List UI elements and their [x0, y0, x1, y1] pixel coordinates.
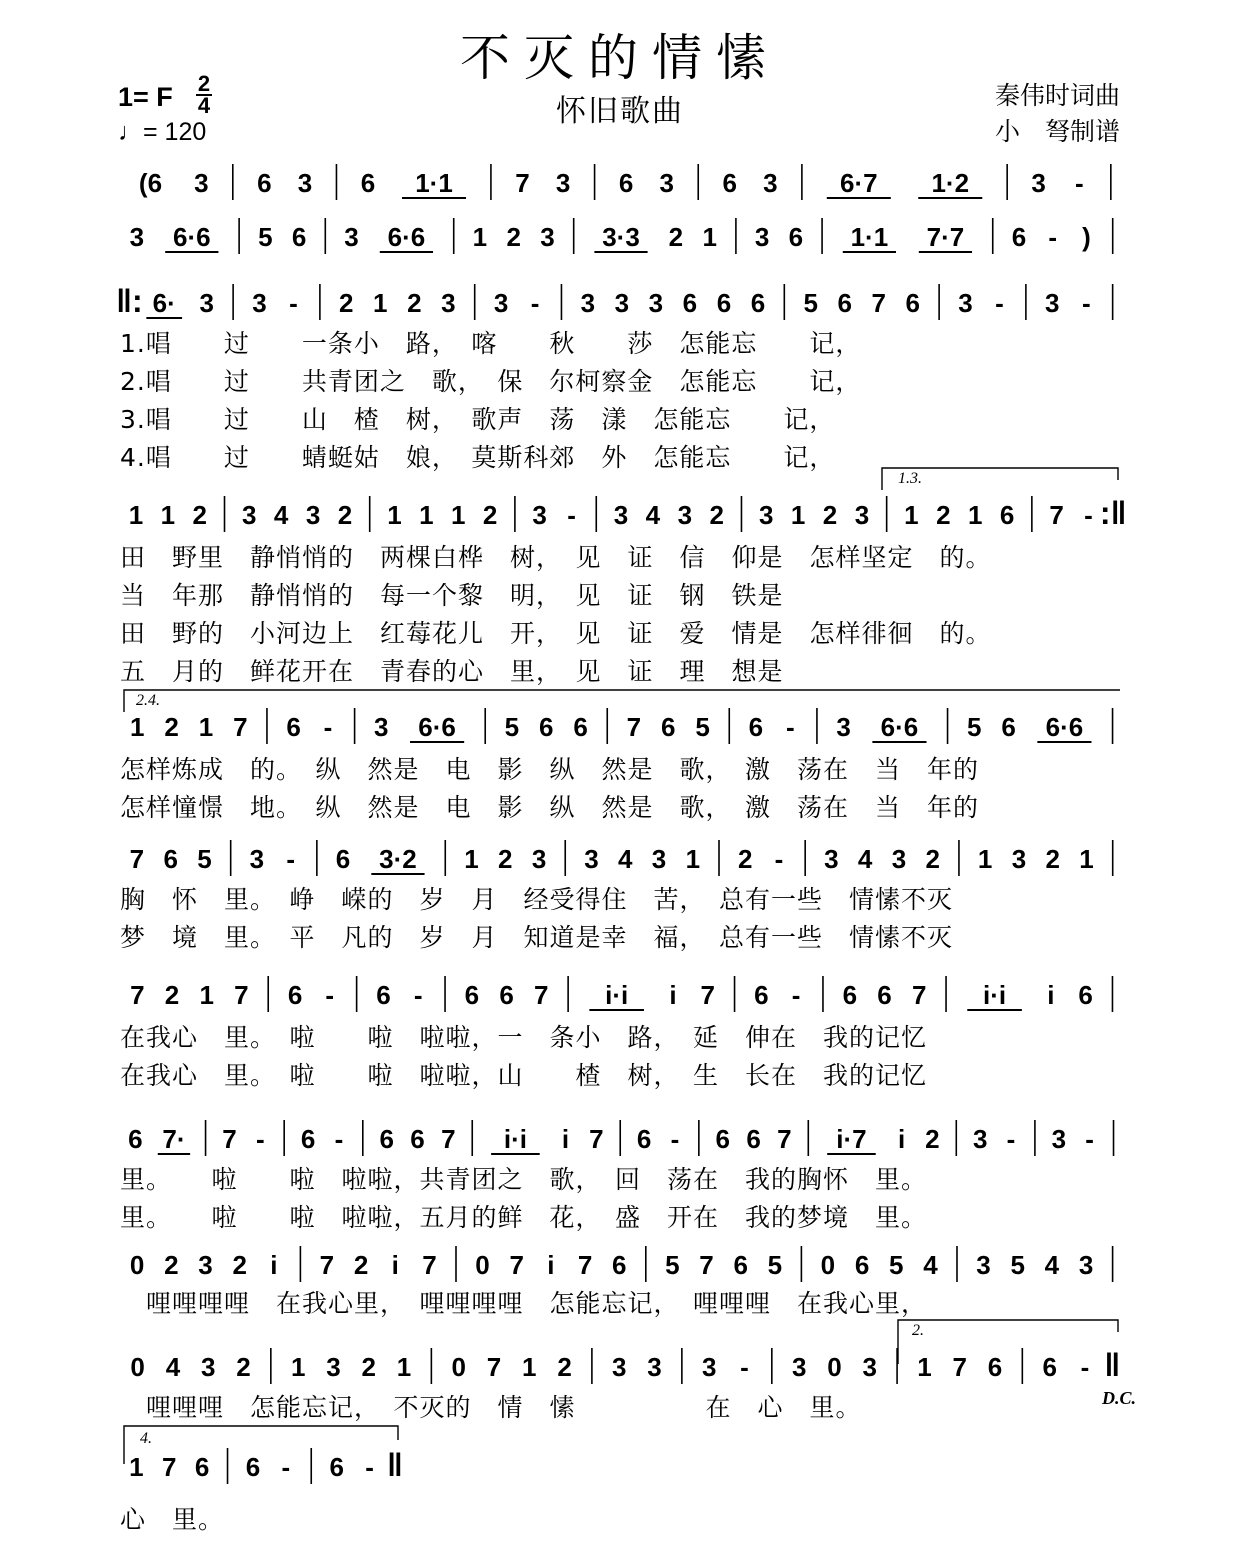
system-4-notes [0, 492, 1240, 538]
note-group: 5 [889, 1250, 904, 1280]
repeat-barline: ‖: [116, 283, 143, 319]
note-group: 1 [290, 1352, 306, 1382]
note-group: i·7 [836, 1124, 867, 1154]
note-group: 4 [923, 1250, 938, 1280]
note-group: 3 [1051, 1124, 1067, 1154]
note-group: 6 [999, 500, 1015, 530]
time-bottom: 4 [197, 93, 211, 118]
note-group: 3 [614, 288, 630, 318]
lyric-s6-v2: 梦 境 里。 平 凡的 岁 月 知道是幸 福， 总有一些 情愫不灭 [120, 923, 954, 952]
note-group: 7 [534, 980, 549, 1010]
note-group: 1 [917, 1352, 932, 1382]
lyric-s4-v3: 田 野的 小河边上 红莓花儿 开， 见 证 爱 情是 怎样徘徊 的。 [120, 619, 992, 648]
note-group: 7 [952, 1352, 967, 1382]
note-group: 3 [249, 844, 265, 874]
system-3-notes [0, 280, 1240, 326]
note-group: 7·7 [926, 222, 965, 252]
dc-mark: D.C. [1102, 1388, 1137, 1408]
note-group: 2 [557, 1352, 572, 1382]
note-group: 0 [130, 1352, 145, 1382]
note-group: 5 [197, 844, 212, 874]
note-group: - [1006, 1124, 1016, 1154]
note-group: 3 [493, 288, 509, 318]
note-group: 1 [977, 844, 993, 874]
note-group: 1 [396, 1352, 412, 1382]
note-group: 1 [1079, 844, 1094, 874]
note-group: 6 [636, 1124, 652, 1154]
note-group: 7· [162, 1124, 186, 1154]
note-group: 6 [877, 980, 892, 1010]
note-group: 6 [287, 980, 303, 1010]
system-2 [0, 214, 1240, 260]
note-group: 6·6 [173, 222, 211, 252]
note-group: 3 [1045, 288, 1060, 318]
note-group: 3 [648, 288, 664, 318]
note-group: 6 [837, 288, 852, 318]
note-group: - [365, 1452, 374, 1482]
note-group: 7 [911, 980, 927, 1010]
note-group: 0 [129, 1250, 145, 1280]
note-group: 3 [976, 1250, 991, 1280]
note-group: 3 [1011, 844, 1027, 874]
note-group: 1 [198, 712, 214, 742]
note-group: 6 [788, 222, 804, 252]
note-group: 6 [612, 1250, 627, 1280]
note-group: - [785, 712, 795, 742]
note-group: 2 [339, 288, 354, 318]
note-group: 5 [695, 712, 710, 742]
note-group: 6 [163, 844, 178, 874]
note-group: 3 [344, 222, 359, 252]
note-group: 6 [573, 712, 588, 742]
note-group: 3 [1031, 168, 1046, 198]
note-group: 1·2 [931, 168, 970, 198]
note-group: 7 [130, 980, 145, 1010]
note-group: 5 [258, 222, 273, 252]
system-9 [0, 1242, 1240, 1288]
note-group: 6 [360, 168, 376, 198]
system-3 [0, 280, 1240, 326]
system-6-notes [0, 836, 1240, 882]
repeat-barline: ‖ [387, 1447, 403, 1483]
lyric-s3-v2: 2.唱 过 共青团之 歌， 保 尔柯察金 怎能忘 记， [120, 367, 862, 396]
volta-2: 2. [912, 1322, 924, 1339]
note-group: 1 [419, 500, 434, 530]
note-group: - [255, 1124, 265, 1154]
note-group: 7 [319, 1250, 335, 1280]
note-group: 4 [273, 500, 289, 530]
note-group: 2 [925, 1124, 940, 1154]
system-2-notes [0, 214, 1240, 260]
note-group: 3 [200, 1352, 216, 1382]
note-group: 6 [716, 288, 732, 318]
song-title: 不灭的情愫 [460, 29, 780, 87]
note-group: 6 [499, 980, 514, 1010]
system-8-notes [0, 1116, 1240, 1162]
note-group: i [561, 1124, 570, 1154]
note-group: 6 [1078, 980, 1093, 1010]
note-group: 6 [746, 1124, 761, 1154]
tempo-mark: ♩= 120 [118, 118, 207, 146]
note-group: 1 [373, 288, 388, 318]
note-group: 2 [361, 1352, 376, 1382]
lyric-s7-v2: 在我心 里。 啦 啦 啦啦，山 楂 树， 生 长在 我的记忆 [120, 1061, 928, 1090]
lyric-s9-v1: 哩哩哩哩 在我心里， 哩哩哩哩 怎能忘记， 哩哩哩 在我心里， [120, 1289, 928, 1318]
note-group: 6 [291, 222, 307, 252]
note-group: - [413, 980, 423, 1010]
note-group: 6 [618, 168, 634, 198]
note-group: 3 [659, 168, 674, 198]
note-group: 3 [374, 712, 389, 742]
note-group: 6·7 [840, 168, 878, 198]
note-group: 6 [464, 980, 480, 1010]
note-group: 3 [580, 288, 596, 318]
note-group: 6 [410, 1124, 425, 1154]
note-group: 5 [767, 1250, 783, 1280]
note-group: 4 [645, 500, 661, 530]
note-group: 6 [286, 712, 301, 742]
note-group: 2 [737, 844, 753, 874]
note-group: 1 [387, 500, 402, 530]
note-group: 1 [199, 980, 214, 1010]
note-group: 7 [441, 1124, 456, 1154]
note-group: 6 [722, 168, 737, 198]
note-group: i [391, 1250, 399, 1280]
volta-2-4: 2.4. [136, 692, 160, 709]
note-group: - [1080, 1352, 1090, 1382]
note-group: 3 [199, 288, 214, 318]
note-group: - [289, 288, 298, 318]
note-group: 7 [777, 1124, 792, 1154]
note-group: 5 [504, 712, 520, 742]
system-6 [0, 836, 1240, 882]
note-group: 6 [750, 288, 766, 318]
note-group: 7 [162, 1452, 177, 1482]
note-group: 3 [297, 168, 313, 198]
note-group: 6 [715, 1124, 730, 1154]
note-group: 1 [472, 222, 488, 252]
note-group: i·i [605, 980, 629, 1010]
note-group: 3 [891, 844, 907, 874]
note-group: 3 [584, 844, 599, 874]
note-group: 6· [152, 288, 176, 318]
note-group: 7 [129, 844, 145, 874]
note-group: 6 [842, 980, 858, 1010]
note-group: - [281, 1452, 291, 1482]
note-group: 1 [522, 1352, 537, 1382]
note-group: - [740, 1352, 749, 1382]
note-group: 6 [854, 1250, 870, 1280]
note-group: 1 [685, 844, 701, 874]
note-group: 4 [857, 844, 873, 874]
note-group: 6 [1011, 222, 1027, 252]
note-group: - [325, 980, 335, 1010]
note-group: i·i [983, 980, 1007, 1010]
note-group: 3 [612, 1352, 627, 1382]
note-group: 6 [1042, 1352, 1057, 1382]
note-group: - [1081, 288, 1091, 318]
note-group: 5 [665, 1250, 680, 1280]
lyric-s3-v3: 3.唱 过 山 楂 树， 歌声 荡 漾 怎能忘 记， [120, 405, 836, 434]
song-subtitle: 怀旧歌曲 [556, 94, 684, 129]
note-group: 3 [242, 500, 257, 530]
lyric-s7-v1: 在我心 里。 啦 啦 啦啦，一 条小 路， 延 伸在 我的记忆 [120, 1023, 928, 1052]
note-group: 2 [164, 1250, 179, 1280]
system-9-notes [0, 1242, 1240, 1288]
note-group: 6 [300, 1124, 316, 1154]
note-group: 3 [824, 844, 839, 874]
lyric-s8-v1: 里。 啦 啦 啦啦，共青团之 歌， 回 荡在 我的胸怀 里。 [120, 1165, 928, 1194]
note-group: 3 [305, 500, 321, 530]
note-group: 3·2 [379, 844, 417, 874]
note-group: 0 [827, 1352, 842, 1382]
note-group: 1 [702, 222, 717, 252]
note-group: 0 [451, 1352, 466, 1382]
note-group: 6 [748, 712, 764, 742]
note-group: - [670, 1124, 680, 1154]
note-group: 6 [194, 1452, 210, 1482]
lyric-s5-v1: 怎样炼成 的。 纵 然是 电 影 纵 然是 歌， 激 荡在 当 年的 [120, 755, 980, 784]
note-group: 1·1 [415, 168, 453, 198]
note-group: 6 [987, 1352, 1003, 1382]
system-5-notes [0, 704, 1240, 750]
note-group: - [1085, 1124, 1094, 1154]
note-group: 2 [822, 500, 838, 530]
note-group: 6 [539, 712, 554, 742]
note-group: 7 [233, 712, 248, 742]
note-group: 3 [763, 168, 778, 198]
note-group: - [995, 288, 1004, 318]
system-5 [0, 704, 1240, 750]
note-group: i [270, 1250, 278, 1280]
note-group: 2 [192, 500, 208, 530]
note-group: 6 [335, 844, 351, 874]
note-group: 6 [376, 980, 391, 1010]
system-11 [0, 1444, 1240, 1490]
note-group: 3 [555, 168, 571, 198]
lyric-s4-v1: 田 野里 静悄悄的 两棵白桦 树， 见 证 信 仰是 怎样坚定 的。 [120, 543, 992, 572]
note-group: 2 [337, 500, 353, 530]
note-group: 5 [966, 712, 982, 742]
note-group: 3 [758, 500, 774, 530]
note-group: 7 [626, 712, 642, 742]
note-group: 6·6 [387, 222, 426, 252]
note-group: 2 [668, 222, 684, 252]
note-group: 4 [165, 1352, 181, 1382]
note-group: - [1084, 500, 1093, 530]
repeat-barline: ‖ [1104, 1347, 1121, 1383]
note-group: 7 [222, 1124, 237, 1154]
note-group: 7 [422, 1250, 437, 1280]
note-group: 3 [701, 1352, 717, 1382]
note-group: 6 [128, 1124, 143, 1154]
key-signature: 1= F [118, 82, 173, 112]
system-10-notes [0, 1344, 1240, 1390]
note-group: 7 [700, 980, 715, 1010]
note-group: 6 [661, 712, 676, 742]
system-1-notes [0, 160, 1240, 206]
note-group: - [1074, 168, 1084, 198]
note-group: 2 [506, 222, 521, 252]
system-4 [0, 492, 1240, 538]
note-group: i [547, 1250, 555, 1280]
note-group: 2 [164, 980, 180, 1010]
note-group: 1 [790, 500, 806, 530]
note-group: 7 [871, 288, 886, 318]
arranger-credit: 小 弩制谱 [994, 117, 1120, 146]
note-group: 0 [820, 1250, 836, 1280]
note-group: 1 [904, 500, 919, 530]
note-group: 3 [194, 168, 209, 198]
note-group: 6 [682, 288, 698, 318]
note-group: 1 [464, 844, 479, 874]
note-group: - [1048, 222, 1058, 252]
note-group: 2 [925, 844, 940, 874]
note-group: 6·6 [1045, 712, 1084, 742]
lyric-s10-v1: 哩哩哩 怎能忘记， 不灭的 情 愫 在 心 里。 [120, 1393, 862, 1422]
note-group: - [774, 844, 784, 874]
note-group: 0 [475, 1250, 490, 1280]
note-group: 7 [1049, 500, 1064, 530]
note-group: 2 [482, 500, 498, 530]
note-group: 3 [252, 288, 267, 318]
note-group: 2 [236, 1352, 251, 1382]
system-1 [0, 160, 1240, 206]
note-group: 3 [1078, 1250, 1094, 1280]
note-group: ) [1082, 222, 1091, 252]
note-group: - [530, 288, 540, 318]
note-group: i [669, 980, 677, 1010]
note-group: 3 [836, 712, 851, 742]
composer-credit: 秦伟时词曲 [994, 81, 1120, 110]
note-group: 3 [531, 844, 547, 874]
note-group: 3 [441, 288, 456, 318]
note-group: 7 [577, 1250, 593, 1280]
note-group: 3 [647, 1352, 662, 1382]
note-group: 1 [129, 1452, 144, 1482]
note-group: 1 [129, 712, 145, 742]
note-group: - [791, 980, 801, 1010]
note-group: 6 [905, 288, 920, 318]
note-group: 6·6 [880, 712, 919, 742]
note-group: 1 [128, 500, 144, 530]
lyric-s4-v2: 当 年那 静悄悄的 每一个黎 明， 见 证 钢 铁是 [120, 581, 784, 610]
note-group: i [1047, 980, 1055, 1010]
time-signature [196, 71, 212, 118]
note-group: (6 [138, 168, 163, 198]
note-group: - [323, 712, 333, 742]
lyric-s4-v4: 五 月的 鲜花开在 青春的心 里， 见 证 理 想是 [120, 657, 784, 686]
note-group: 7 [589, 1124, 604, 1154]
lyric-s3-v4: 4.唱 过 蜻蜓姑 娘， 莫斯科郊 外 怎能忘 记， [120, 443, 836, 472]
note-group: 2 [353, 1250, 369, 1280]
note-group: 2 [164, 712, 179, 742]
note-group: 6·6 [418, 712, 456, 742]
note-group: 4 [1044, 1250, 1060, 1280]
note-group: 6 [1001, 712, 1016, 742]
lyric-s6-v1: 胸 怀 里。 峥 嵘的 岁 月 经受得住 苦， 总有一些 情愫不灭 [120, 885, 954, 914]
note-group: 3 [326, 1352, 341, 1382]
volta-4: 4. [140, 1430, 152, 1447]
note-group: 6 [379, 1124, 394, 1154]
note-group: - [286, 844, 295, 874]
volta-1-3: 1.3. [898, 470, 922, 487]
note-group: 3 [677, 500, 693, 530]
lyric-s8-v2: 里。 啦 啦 啦啦，五月的鲜 花， 盛 开在 我的梦境 里。 [120, 1203, 928, 1232]
note-group: 6 [733, 1250, 748, 1280]
note-group: 5 [1010, 1250, 1025, 1280]
note-group: 3 [129, 222, 145, 252]
note-group: 1 [967, 500, 983, 530]
note-group: 3·3 [602, 222, 640, 252]
note-group: - [334, 1124, 344, 1154]
note-group: 7 [515, 168, 530, 198]
note-group: 3 [754, 222, 770, 252]
note-group: 5 [803, 288, 818, 318]
lyric-s5-v2: 怎样憧憬 地。 纵 然是 电 影 纵 然是 歌， 激 荡在 当 年的 [120, 793, 980, 822]
note-group: 3 [532, 500, 547, 530]
note-group: 3 [613, 500, 629, 530]
note-group: 2 [498, 844, 513, 874]
note-group: 2 [407, 288, 422, 318]
note-group: - [567, 500, 576, 530]
lyric-s11-v1: 心 里。 [120, 1505, 225, 1534]
note-group: 7 [699, 1250, 714, 1280]
note-group: i·i [503, 1124, 527, 1154]
note-group: 3 [854, 500, 870, 530]
note-group: 6 [754, 980, 769, 1010]
note-group: 7 [234, 980, 249, 1010]
repeat-barline: :‖ [1099, 495, 1127, 531]
note-group: 3 [972, 1124, 988, 1154]
note-group: 7 [486, 1352, 502, 1382]
lyric-s3-v1: 1.唱 过 一条小 路， 喀 秋 莎 怎能忘 记， [120, 329, 862, 358]
note-group: 2 [709, 500, 724, 530]
note-group: i [897, 1124, 906, 1154]
note-group: 3 [198, 1250, 213, 1280]
system-7-notes [0, 972, 1240, 1018]
note-group: 3 [791, 1352, 807, 1382]
note-group: 4 [617, 844, 633, 874]
system-8 [0, 1116, 1240, 1162]
note-group: 2 [936, 500, 951, 530]
note-group: 1·1 [850, 222, 889, 252]
note-group: 3 [540, 222, 555, 252]
note-group: 6 [245, 1452, 261, 1482]
time-top: 2 [197, 71, 211, 96]
note-group: 2 [1045, 844, 1060, 874]
note-group: 6 [329, 1452, 344, 1482]
note-group: 2 [232, 1250, 247, 1280]
note-group: 1 [160, 500, 176, 530]
system-7 [0, 972, 1240, 1018]
note-group: 6 [257, 168, 272, 198]
note-group: 7 [509, 1250, 524, 1280]
note-group: 3 [862, 1352, 877, 1382]
note-group: 1 [451, 500, 466, 530]
system-11-notes [0, 1444, 1240, 1490]
system-10 [0, 1344, 1240, 1390]
note-group: 3 [651, 844, 667, 874]
note-group: 3 [958, 288, 973, 318]
